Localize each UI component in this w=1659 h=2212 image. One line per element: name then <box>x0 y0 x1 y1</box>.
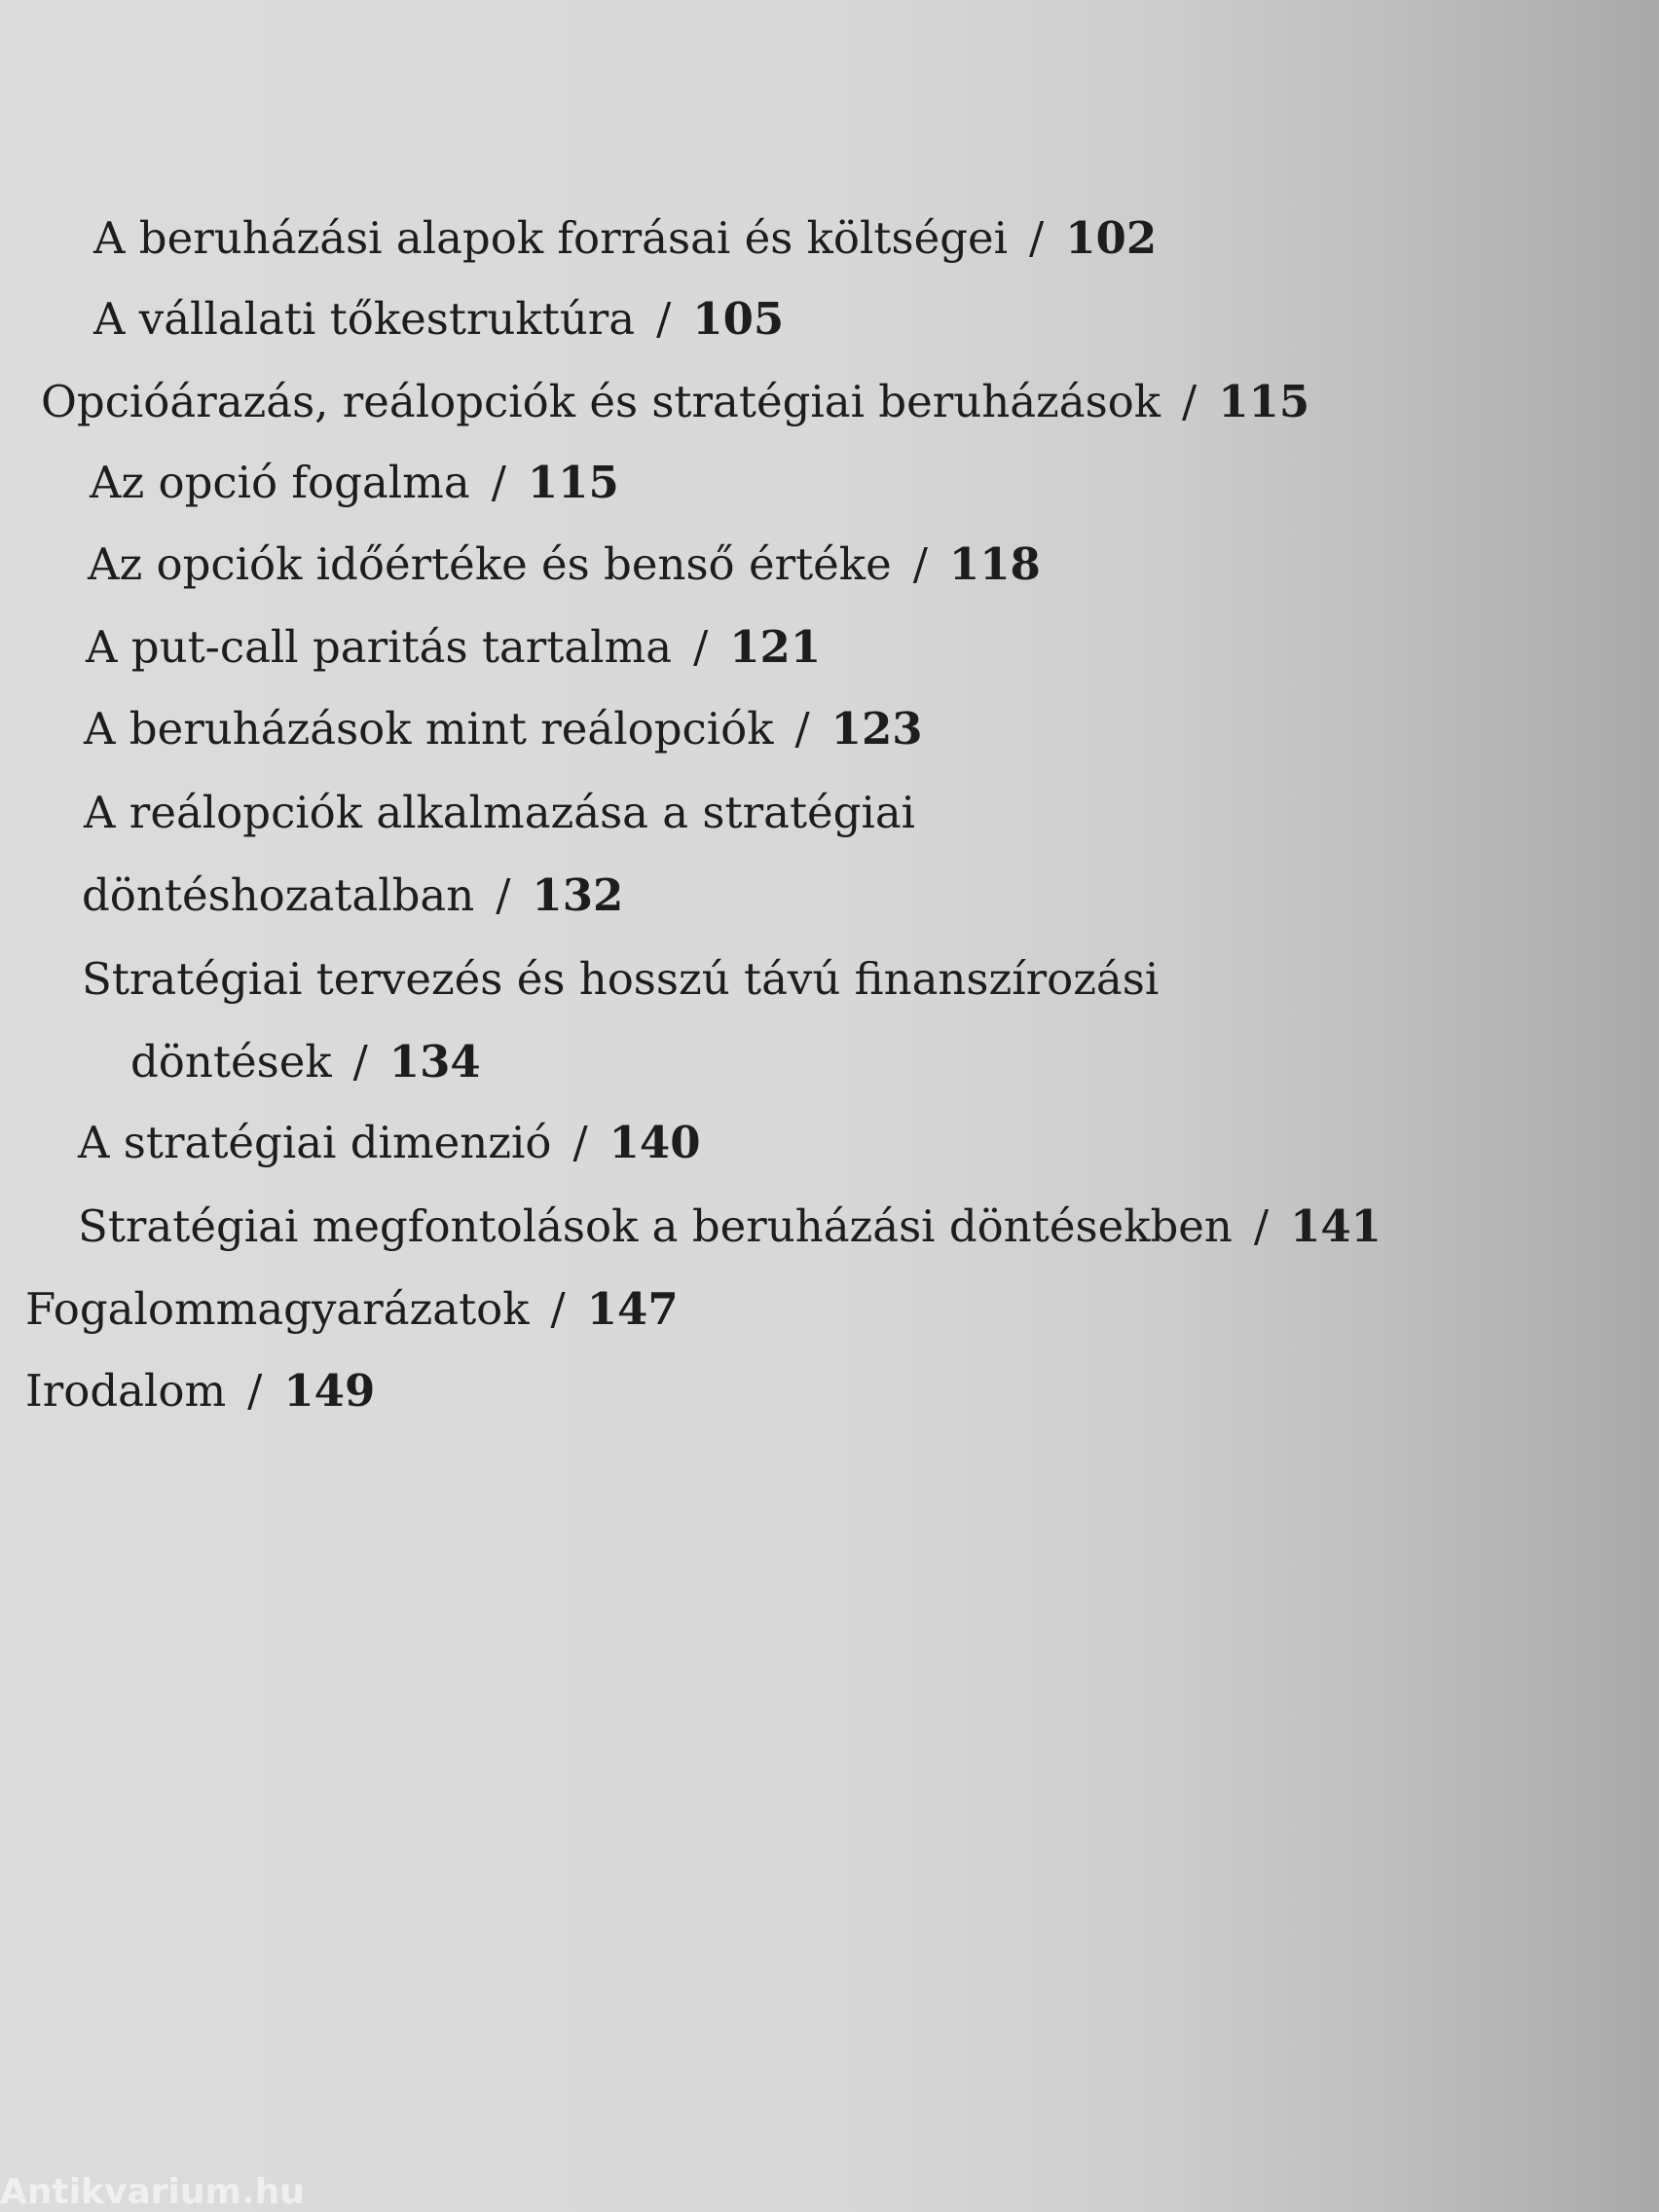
toc-entry <box>41 376 1310 427</box>
toc-entry-title: döntések <box>130 1036 332 1088</box>
toc-separator: / <box>794 703 810 755</box>
toc-page-number: 147 <box>586 1283 679 1335</box>
toc-entry-title: A beruházások mint reálopciók <box>84 703 774 755</box>
toc-entry-title: Stratégiai megfontolások a beruházási döntésekben <box>78 1200 1233 1252</box>
toc-page-number: 105 <box>692 293 785 345</box>
toc-entry-title: Stratégiai tervezés és hosszú távú finanszírozási <box>82 953 1160 1005</box>
toc-page-number: 121 <box>729 621 822 673</box>
toc-entry-title: A vállalati tőkestruktúra <box>93 293 636 345</box>
toc-entry <box>93 212 1158 264</box>
toc-entry <box>84 787 916 838</box>
toc-entry <box>82 953 1160 1005</box>
toc-separator: / <box>491 457 506 508</box>
toc-page-number: 115 <box>527 457 619 508</box>
toc-page-number: 115 <box>1218 376 1310 427</box>
toc-entry <box>88 538 1041 590</box>
toc-entry <box>90 457 619 508</box>
toc-separator: / <box>496 869 511 921</box>
toc-separator: / <box>1182 376 1198 427</box>
toc-entry <box>78 1117 701 1168</box>
toc-entry-title: A put-call paritás tartalma <box>86 621 673 673</box>
toc-separator: / <box>572 1117 588 1168</box>
toc-entry <box>82 869 624 921</box>
toc-page-number: 140 <box>608 1117 701 1168</box>
toc-page-number: 141 <box>1290 1200 1382 1252</box>
toc-separator: / <box>693 621 709 673</box>
toc-page-number: 132 <box>532 869 624 921</box>
toc-separator: / <box>656 293 672 345</box>
toc-page-number: 102 <box>1065 212 1158 264</box>
toc-separator: / <box>550 1283 566 1335</box>
toc-page-number: 134 <box>388 1036 481 1088</box>
toc-page-number: 149 <box>283 1365 376 1417</box>
toc-entry <box>25 1283 679 1335</box>
toc-entry <box>84 703 923 755</box>
toc-page-number: 123 <box>830 703 923 755</box>
toc-entry-title: Az opció fogalma <box>90 457 470 508</box>
toc-separator: / <box>912 538 928 590</box>
toc-entry <box>86 621 822 673</box>
toc-page-number: 118 <box>948 538 1041 590</box>
toc-entry <box>130 1036 481 1088</box>
toc-separator: / <box>247 1365 263 1417</box>
toc-entry-title: Az opciók időértéke és benső értéke <box>88 538 892 590</box>
toc-separator: / <box>1253 1200 1270 1252</box>
toc-entry-title: döntéshozatalban <box>82 869 475 921</box>
toc-entry-title: Opcióárazás, reálopciók és stratégiai beruházások <box>41 376 1161 427</box>
toc-separator: / <box>1029 212 1045 264</box>
toc-entry <box>93 293 785 345</box>
toc-entry <box>78 1200 1382 1252</box>
toc-entry-title: Fogalommagyarázatok <box>25 1283 530 1335</box>
watermark: Antikvarium.hu <box>0 2172 305 2212</box>
toc-entry-title: A beruházási alapok forrásai és költségei <box>93 212 1009 264</box>
toc-entry-title: A stratégiai dimenzió <box>78 1117 552 1168</box>
toc-entry-title: A reálopciók alkalmazása a stratégiai <box>84 787 916 838</box>
toc-separator: / <box>352 1036 368 1088</box>
toc-entry <box>25 1365 376 1417</box>
toc-entry-title: Irodalom <box>25 1365 227 1417</box>
